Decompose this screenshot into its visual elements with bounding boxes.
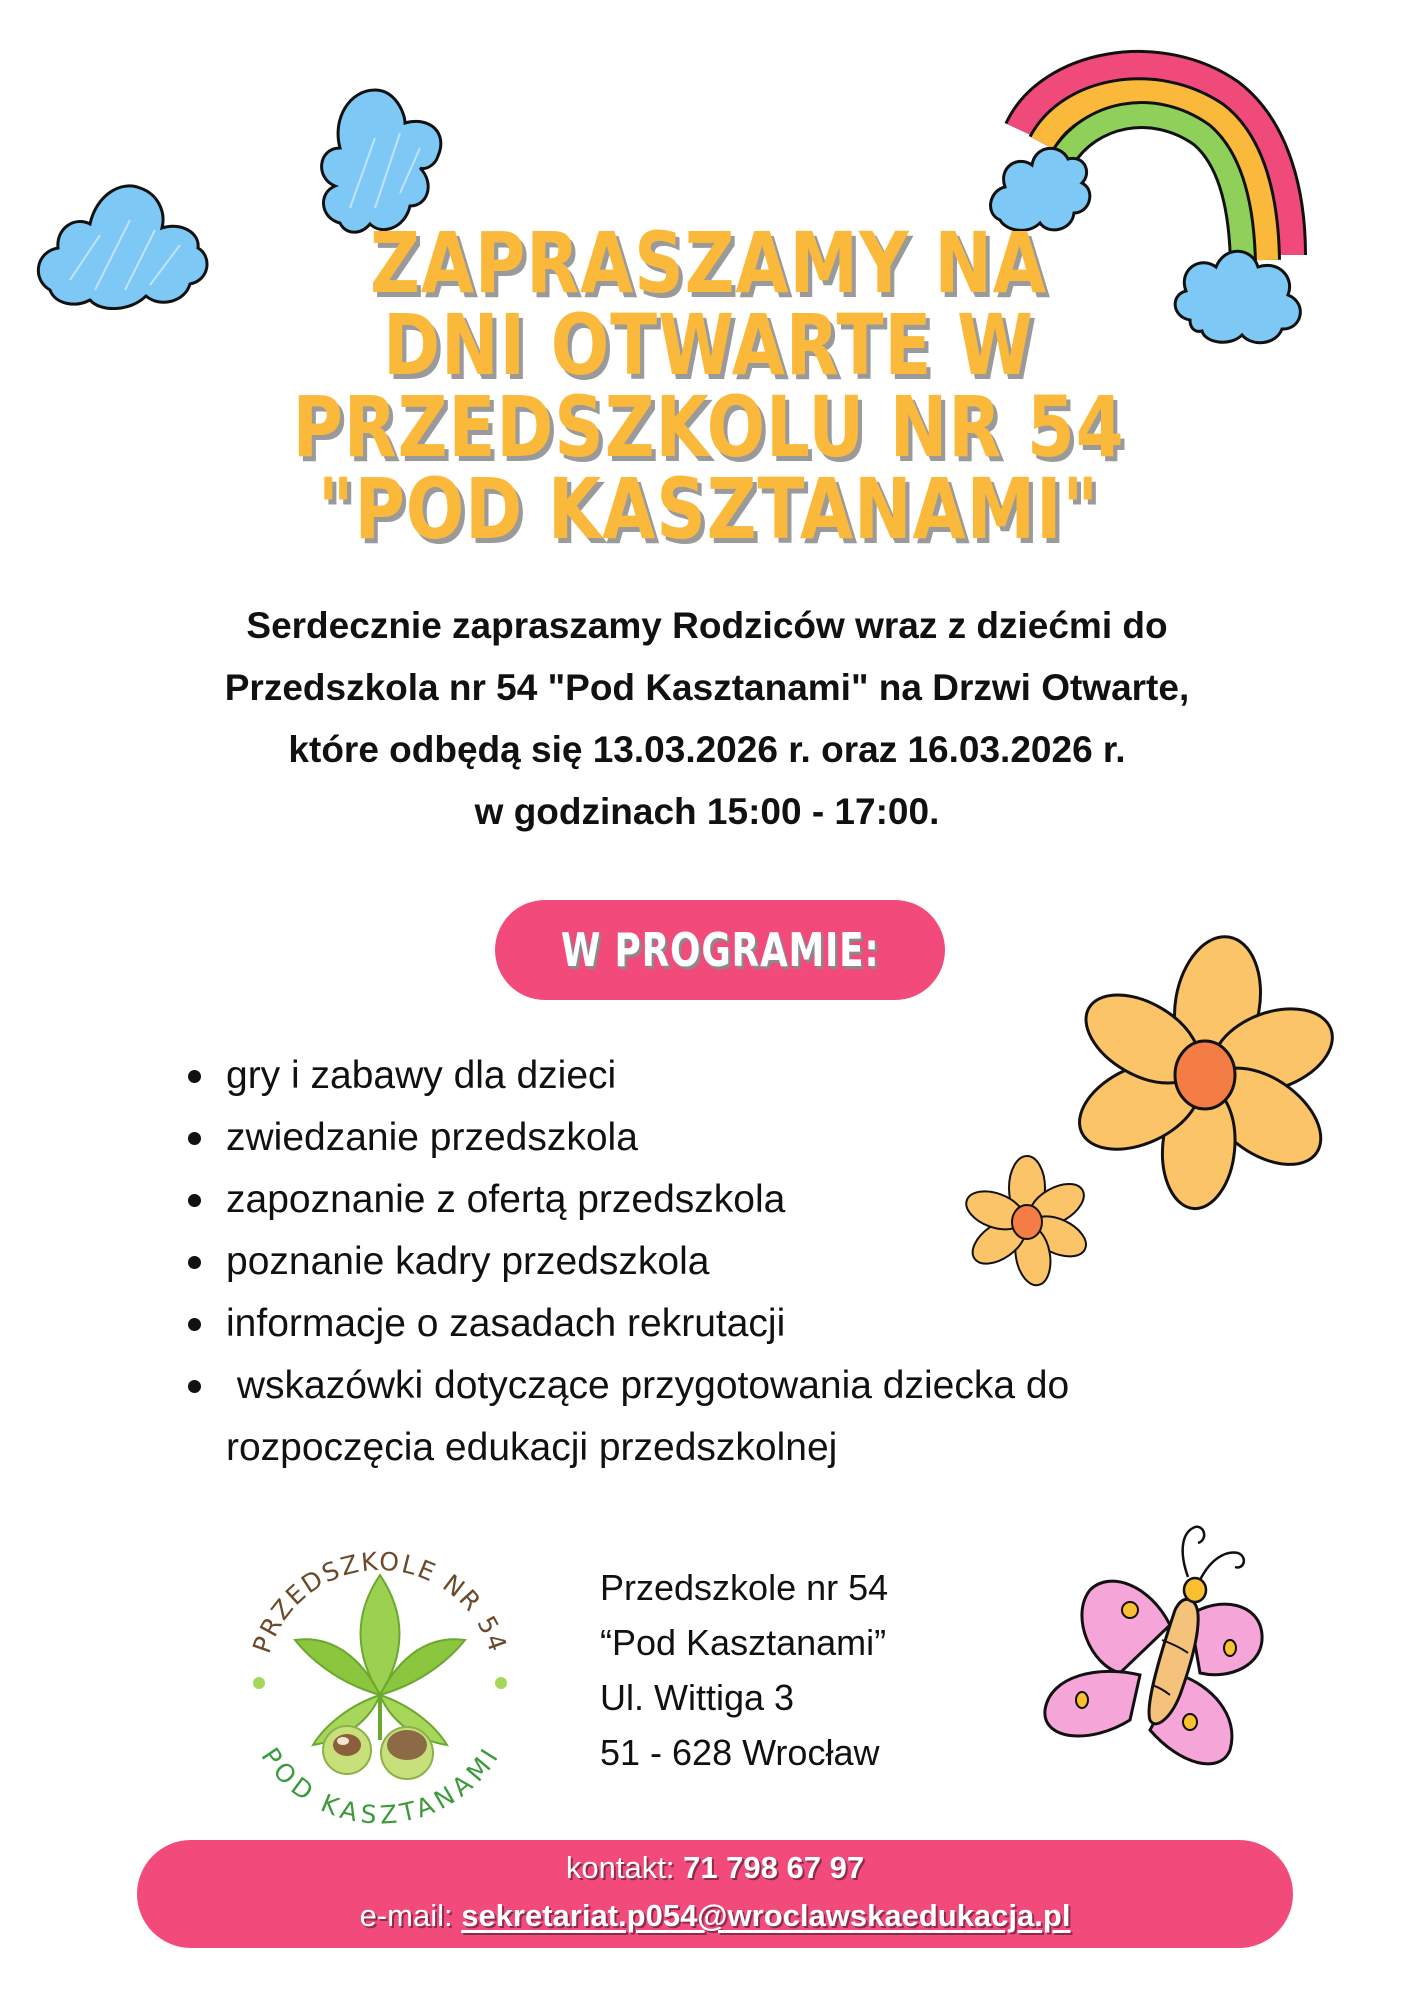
bullet-icon (188, 1194, 201, 1207)
list-item-text: wskazówki dotyczące przygotowania dziecka do (226, 1364, 1070, 1407)
title-line: DNI OTWARTE W (383, 296, 1034, 394)
contact-phone-line (137, 1850, 1293, 1886)
school-logo (235, 1535, 525, 1830)
intro-line: które odbędą się 13.03.2026 r. oraz 16.03.2026 r. (288, 729, 1126, 770)
program-heading-badge (495, 900, 945, 1000)
list-item-continuation: rozpoczęcia edukacji przedszkolnej (226, 1426, 838, 1469)
flower-icon (1075, 940, 1335, 1210)
bullet-icon (188, 1256, 201, 1269)
list-item-text: zapoznanie z ofertą przedszkola (226, 1178, 786, 1221)
list-item-text: zwiedzanie przedszkola (226, 1116, 638, 1159)
intro-line: w godzinach 15:00 - 17:00. (474, 791, 940, 832)
address-line: 51 - 628 Wrocław (600, 1732, 880, 1773)
flower-icon (965, 1155, 1090, 1290)
phone-number[interactable]: 71 798 67 97 (683, 1850, 865, 1885)
bullet-icon (188, 1132, 201, 1145)
contact-banner (137, 1840, 1293, 1948)
program-heading: W PROGRAMIE: (560, 923, 880, 977)
list-item (188, 1293, 1188, 1355)
logo-bottom-text: POD KASZTANAMI (255, 1742, 505, 1830)
address-block (600, 1560, 888, 1780)
list-item-text: poznanie kadry przedszkola (226, 1240, 710, 1283)
title-line: ZAPRASZAMY NA (369, 214, 1047, 312)
title-line: "POD KASZTANAMI" (317, 460, 1100, 558)
intro-paragraph (0, 595, 1414, 843)
intro-line: Serdecznie zapraszamy Rodziców wraz z dziećmi do (246, 605, 1168, 646)
page-title (129, 214, 1288, 558)
email-label: e-mail: (359, 1898, 462, 1933)
address-line: Ul. Wittiga 3 (600, 1677, 795, 1718)
list-item (188, 1355, 1188, 1479)
list-item (188, 1045, 1188, 1107)
contact-email-line (137, 1898, 1293, 1934)
bullet-icon (188, 1070, 201, 1083)
logo-top-text: PRZEDSZKOLE NR 54 (247, 1546, 513, 1657)
address-line: “Pod Kasztanami” (600, 1622, 887, 1663)
bullet-icon (188, 1380, 201, 1393)
intro-line: Przedszkola nr 54 "Pod Kasztanami" na Drzwi Otwarte, (224, 667, 1190, 708)
email-link[interactable]: sekretariat.p054@wroclawskaedukacja.pl (461, 1898, 1071, 1933)
title-line: PRZEDSZKOLU NR 54 (292, 378, 1125, 476)
bullet-icon (188, 1318, 201, 1331)
list-item-text: informacje o zasadach rekrutacji (226, 1302, 786, 1345)
address-line: Przedszkole nr 54 (600, 1567, 889, 1608)
list-item-text: gry i zabawy dla dzieci (226, 1054, 617, 1097)
butterfly-icon (1030, 1515, 1270, 1775)
phone-label: kontakt: (565, 1850, 684, 1885)
